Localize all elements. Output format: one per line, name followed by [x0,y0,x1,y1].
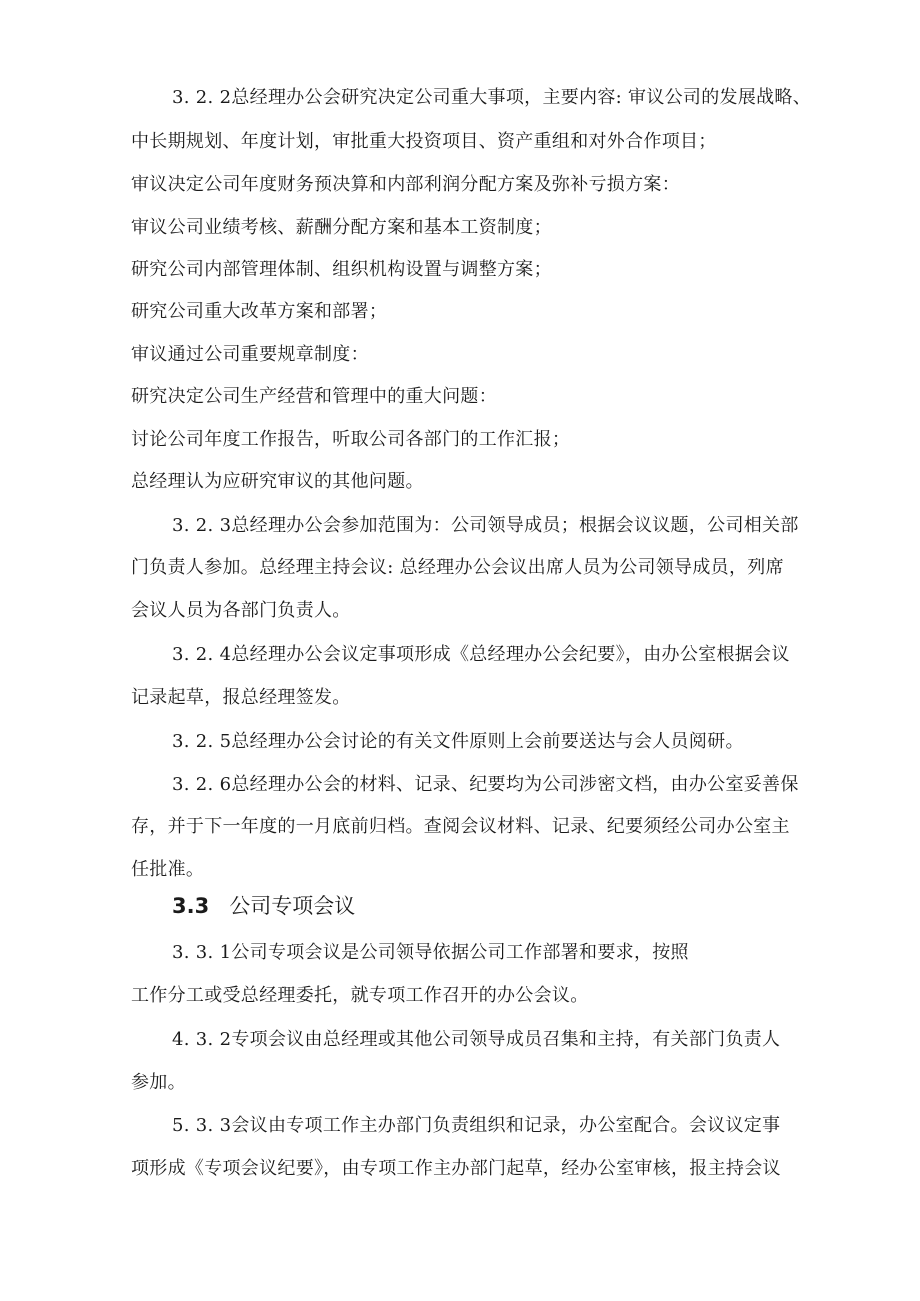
paragraph-line: 存，并于下一年度的一月底前归档。查阅会议材料、记录、纪要须经公司办公室主 [131,816,790,837]
list-item: 研究公司重大改革方案和部署； [131,301,388,322]
list-item: 研究公司内部管理体制、组织机构设置与调整方案； [131,259,552,280]
paragraph-line: 3. 2. 3总经理办公会参加范围为：公司领导成员；根据会议议题，公司相关部 [172,515,799,536]
list-item: 审议决定公司年度财务预决算和内部利润分配方案及弥补亏损方案： [131,174,680,195]
paragraph-line: 5. 3. 3会议由专项工作主办部门负责组织和记录，办公室配合。会议议定事 [172,1115,781,1136]
paragraph-line: 4. 3. 2专项会议由总经理或其他公司领导成员召集和主持，有关部门负责人 [172,1029,781,1050]
paragraph-line: 参加。 [131,1072,186,1093]
paragraph-line: 记录起草，报总经理签发。 [131,687,351,708]
paragraph-line: 会议人员为各部门负责人。 [131,600,351,621]
list-item: 审议通过公司重要规章制度： [131,344,369,365]
section-heading [172,892,355,920]
paragraph-line: 3. 3. 1公司专项会议是公司领导依据公司工作部署和要求，按照 [172,942,689,963]
list-item: 研究决定公司生产经营和管理中的重大问题： [131,386,497,407]
section-number: 3.3 [172,894,210,918]
list-item: 审议公司业绩考核、薪酬分配方案和基本工资制度； [131,217,552,238]
paragraph-line: 3. 2. 2总经理办公会研究决定公司重大事项，主要内容: 审议公司的发展战略、 [172,87,812,108]
paragraph-line: 任批准。 [131,859,205,880]
section-title: 公司专项会议 [229,894,356,918]
paragraph-line: 3. 2. 4总经理办公会议定事项形成《总经理办公会纪要》，由办公室根据会议 [172,644,790,665]
paragraph-line: 中长期规划、年度计划，审批重大投资项目、资产重组和对外合作项目； [131,131,717,152]
paragraph-line: 项形成《专项会议纪要》，由专项工作主办部门起草，经办公室审核，报主持会议 [131,1158,781,1179]
paragraph-line: 3. 2. 5总经理办公会讨论的有关文件原则上会前要送达与会人员阅研。 [172,731,744,752]
paragraph-line: 工作分工或受总经理委托，就专项工作召开的办公会议。 [131,985,589,1006]
paragraph-line: 3. 2. 6总经理办公会的材料、记录、纪要均为公司涉密文档，由办公室妥善保 [172,774,799,795]
paragraph-line: 门负责人参加。总经理主持会议: 总经理办公会议出席人员为公司领导成员，列席 [131,557,784,578]
list-item: 总经理认为应研究审议的其他问题。 [131,471,424,492]
list-item: 讨论公司年度工作报告，听取公司各部门的工作汇报； [131,429,571,450]
